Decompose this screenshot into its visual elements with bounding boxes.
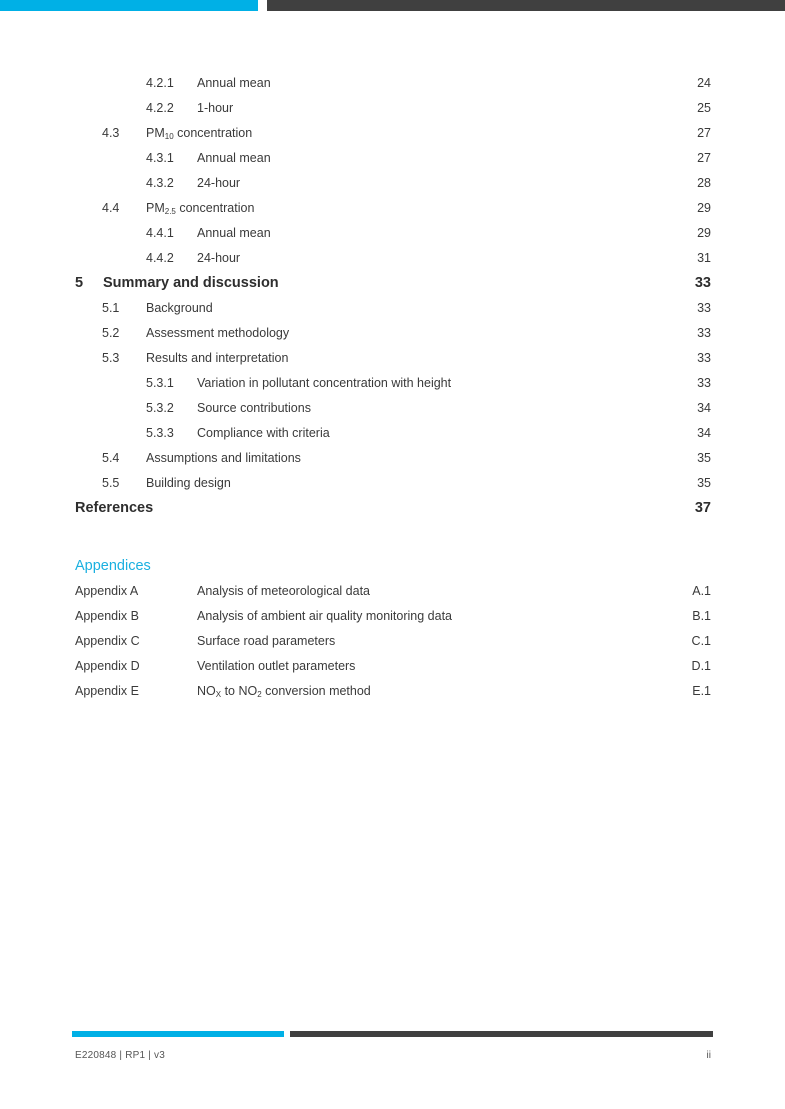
- toc-page: 29: [697, 201, 711, 215]
- toc-page: 33: [697, 351, 711, 365]
- appendix-entry[interactable]: [75, 629, 711, 654]
- toc-title: Annual mean: [197, 151, 271, 165]
- toc-title: Assumptions and limitations: [146, 451, 301, 465]
- toc-page: 25: [697, 101, 711, 115]
- toc-page: 27: [697, 126, 711, 140]
- table-of-contents: [75, 71, 711, 521]
- appendix-label: Appendix E: [75, 684, 139, 698]
- appendix-title: $NO_X$ to $NO_2$ conversion method: [197, 684, 371, 699]
- toc-references-entry[interactable]: [75, 496, 711, 521]
- toc-number: 5.4: [102, 451, 120, 465]
- toc-number: 4.4: [102, 201, 120, 215]
- appendix-entry[interactable]: [75, 604, 711, 629]
- toc-number: 4.3.1: [146, 151, 174, 165]
- toc-page: 34: [697, 401, 711, 415]
- toc-number: 5.3: [102, 351, 120, 365]
- toc-number: 4.4.2: [146, 251, 174, 265]
- appendix-title: Ventilation outlet parameters: [197, 659, 356, 673]
- appendix-label: Appendix A: [75, 584, 139, 598]
- appendices-heading: Appendices: [75, 558, 151, 574]
- toc-number: 4.4.1: [146, 226, 174, 240]
- toc-number: 5.2: [102, 326, 120, 340]
- appendix-entry[interactable]: [75, 679, 711, 704]
- toc-number: 4.3: [102, 126, 120, 140]
- appendix-entry[interactable]: [75, 654, 711, 679]
- toc-entry[interactable]: [75, 296, 711, 321]
- header-accent-bar: [0, 0, 258, 11]
- toc-title: Assessment methodology: [146, 326, 290, 340]
- toc-page: 33: [694, 275, 711, 291]
- toc-entry[interactable]: [75, 121, 711, 146]
- toc-number: 5.3.1: [146, 376, 174, 390]
- toc-title: Compliance with criteria: [197, 426, 330, 440]
- appendix-title: Analysis of ambient air quality monitoring data: [197, 609, 452, 623]
- toc-entry[interactable]: [75, 446, 711, 471]
- toc-title: $PM_{2.5}$ concentration: [146, 201, 255, 216]
- toc-page: 34: [697, 426, 711, 440]
- toc-title: Source contributions: [197, 401, 311, 415]
- toc-title: Variation in pollutant concentration with height: [197, 376, 452, 390]
- toc-page: 31: [697, 251, 711, 265]
- toc-number: 5.5: [102, 476, 120, 490]
- toc-number: 5.3.3: [146, 426, 174, 440]
- toc-title: References: [75, 500, 154, 516]
- appendix-label: Appendix B: [75, 609, 139, 623]
- appendix-label: Appendix D: [75, 659, 140, 673]
- appendix-title: Surface road parameters: [197, 634, 336, 648]
- appendix-page: C.1: [691, 634, 711, 648]
- toc-chapter-entry[interactable]: [75, 271, 711, 296]
- toc-number: 5.3.2: [146, 401, 174, 415]
- appendix-label: Appendix C: [75, 634, 140, 648]
- appendices-list: [75, 554, 711, 704]
- appendix-page: E.1: [692, 684, 711, 698]
- appendix-page: D.1: [691, 659, 711, 673]
- appendix-entry[interactable]: [75, 579, 711, 604]
- toc-title: 1-hour: [197, 101, 234, 115]
- toc-entry[interactable]: [75, 246, 711, 271]
- toc-entry[interactable]: [75, 371, 711, 396]
- toc-page: 35: [697, 476, 711, 490]
- toc-page: 33: [697, 301, 711, 315]
- footer-dark-bar: [290, 1031, 713, 1037]
- toc-entry[interactable]: [75, 146, 711, 171]
- toc-page: 33: [697, 376, 711, 390]
- toc-entry[interactable]: [75, 346, 711, 371]
- footer-page-number: ii: [706, 1050, 711, 1061]
- footer-document-id: E220848 | RP1 | v3: [75, 1050, 165, 1061]
- toc-entry[interactable]: [75, 196, 711, 221]
- toc-entry[interactable]: [75, 471, 711, 496]
- toc-entry[interactable]: [75, 421, 711, 446]
- appendix-page: B.1: [692, 609, 711, 623]
- toc-title: 24-hour: [197, 251, 241, 265]
- toc-title: Summary and discussion: [103, 275, 279, 291]
- toc-number: 4.2.1: [146, 76, 174, 90]
- toc-entry[interactable]: [75, 71, 711, 96]
- appendix-page: A.1: [692, 584, 711, 598]
- toc-number: 4.3.2: [146, 176, 174, 190]
- toc-title: 24-hour: [197, 176, 241, 190]
- toc-number: 4.2.2: [146, 101, 174, 115]
- toc-title: Background: [146, 301, 213, 315]
- appendix-title: Analysis of meteorological data: [197, 584, 371, 598]
- toc-title: Annual mean: [197, 226, 271, 240]
- toc-title: Annual mean: [197, 76, 271, 90]
- toc-number: 5.1: [102, 301, 120, 315]
- toc-title: Results and interpretation: [146, 351, 289, 365]
- toc-page: 35: [697, 451, 711, 465]
- toc-title: Building design: [146, 476, 231, 490]
- toc-title: $PM_{10}$ concentration: [146, 126, 253, 141]
- toc-entry[interactable]: [75, 396, 711, 421]
- toc-page: 27: [697, 151, 711, 165]
- toc-page: 33: [697, 326, 711, 340]
- toc-page: 29: [697, 226, 711, 240]
- header-dark-bar: [267, 0, 785, 11]
- toc-entry[interactable]: [75, 221, 711, 246]
- toc-entry[interactable]: [75, 96, 711, 121]
- toc-entry[interactable]: [75, 171, 711, 196]
- toc-number: 5: [75, 275, 84, 291]
- toc-page: 28: [697, 176, 711, 190]
- toc-page: 37: [694, 500, 711, 516]
- footer-accent-bar: [72, 1031, 284, 1037]
- toc-page: 24: [697, 76, 711, 90]
- toc-entry[interactable]: [75, 321, 711, 346]
